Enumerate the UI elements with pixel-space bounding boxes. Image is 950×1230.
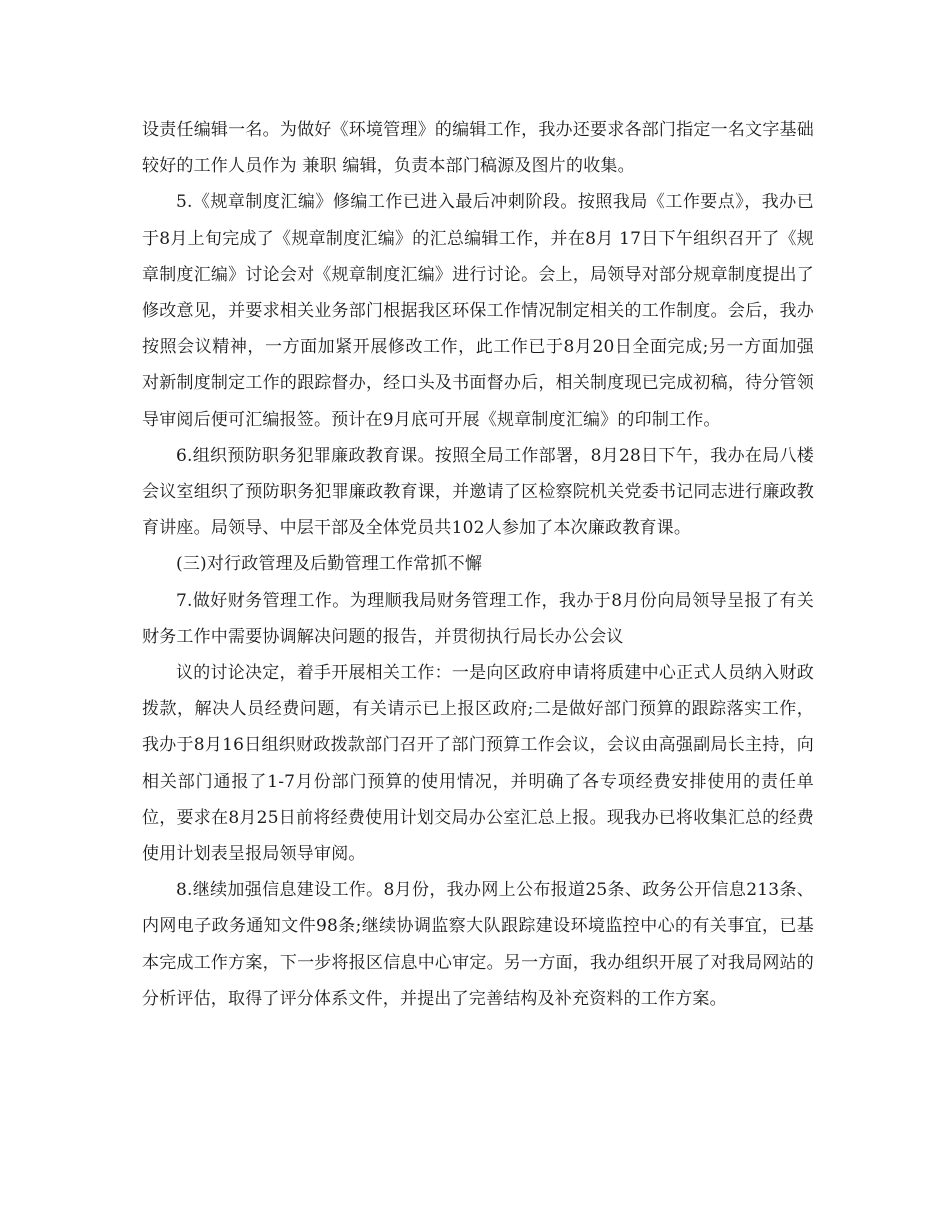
section-heading: (三)对行政管理及后勤管理工作常抓不懈 (176, 554, 483, 575)
paragraph-7: 8.继续加强信息建设工作。8月份，我办网上公布报道25条、政务公开信息213条、内网电子政务通知文件98条;继续协调监察大队跟踪建设环境监控中心的有关事宜，已基本完成工作方案，下一步将报区信息中心审定。另一方面，我办组织开展了对我局网站的分析评估，取得了评分体系文件，并提出了完善结构及补充资料的工作方案。 (142, 880, 814, 1009)
document-body (142, 112, 814, 1017)
paragraph-3: 6.组织预防职务犯罪廉政教育课。按照全局工作部署，8月28日下午，我办在局八楼会议室组织了预防职务犯罪廉政教育课，并邀请了区检察院机关党委书记同志进行廉政教育讲座。局领导、中层干部及全体党员共102人参加了本次廉政教育课。 (142, 445, 814, 539)
paragraph-6: 议的讨论决定，着手开展相关工作：一是向区政府申请将质建中心正式人员纳入财政拨款，解决人员经费问题，有关请示已上报区政府;二是做好部门预算的跟踪落实工作，我办于8月16日组织财政拨款部门召开了部门预算工作会议，会议由高强副局长主持，向相关部门通报了1-7月份部门预算的使用情况，并明确了各专项经费安排使用的责任单位，要求在8月25日前将经费使用计划交局办公室汇总上报。现我办已将收集汇总的经费使用计划表呈报局领导审阅。 (142, 663, 814, 865)
paragraph-1: 设责任编辑一名。为做好《环境管理》的编辑工作，我办还要求各部门指定一名文字基础较好的工作人员作为 兼职 编辑，负责本部门稿源及图片的收集。 (142, 120, 814, 177)
paragraph-5: 7.做好财务管理工作。为理顺我局财务管理工作，我办于8月份向局领导呈报了有关财务工作中需要协调解决问题的报告，并贯彻执行局长办公会议 (142, 590, 814, 647)
paragraph-2: 5.《规章制度汇编》修编工作已进入最后冲刺阶段。按照我局《工作要点》，我办已于8月上旬完成了《规章制度汇编》的汇总编辑工作，并在8月 17日下午组织召开了《规章制度汇编》讨论会对《规章制度汇编》进行讨论。会上，局领导对部分规章制度提出了修改意见，并要求相关业务部门根据我区环保工作情况制定相关的工作制度。会后，我办按照会议精神，一方面加紧开展修改工作，此工作已于8月20日全面完成;另一方面加强对新制度制定工作的跟踪督办，经口头及书面督办后，相关制度现已完成初稿，待分管领导审阅后便可汇编报签。预计在9月底可开展《规章制度汇编》的印制工作。 (142, 192, 814, 430)
